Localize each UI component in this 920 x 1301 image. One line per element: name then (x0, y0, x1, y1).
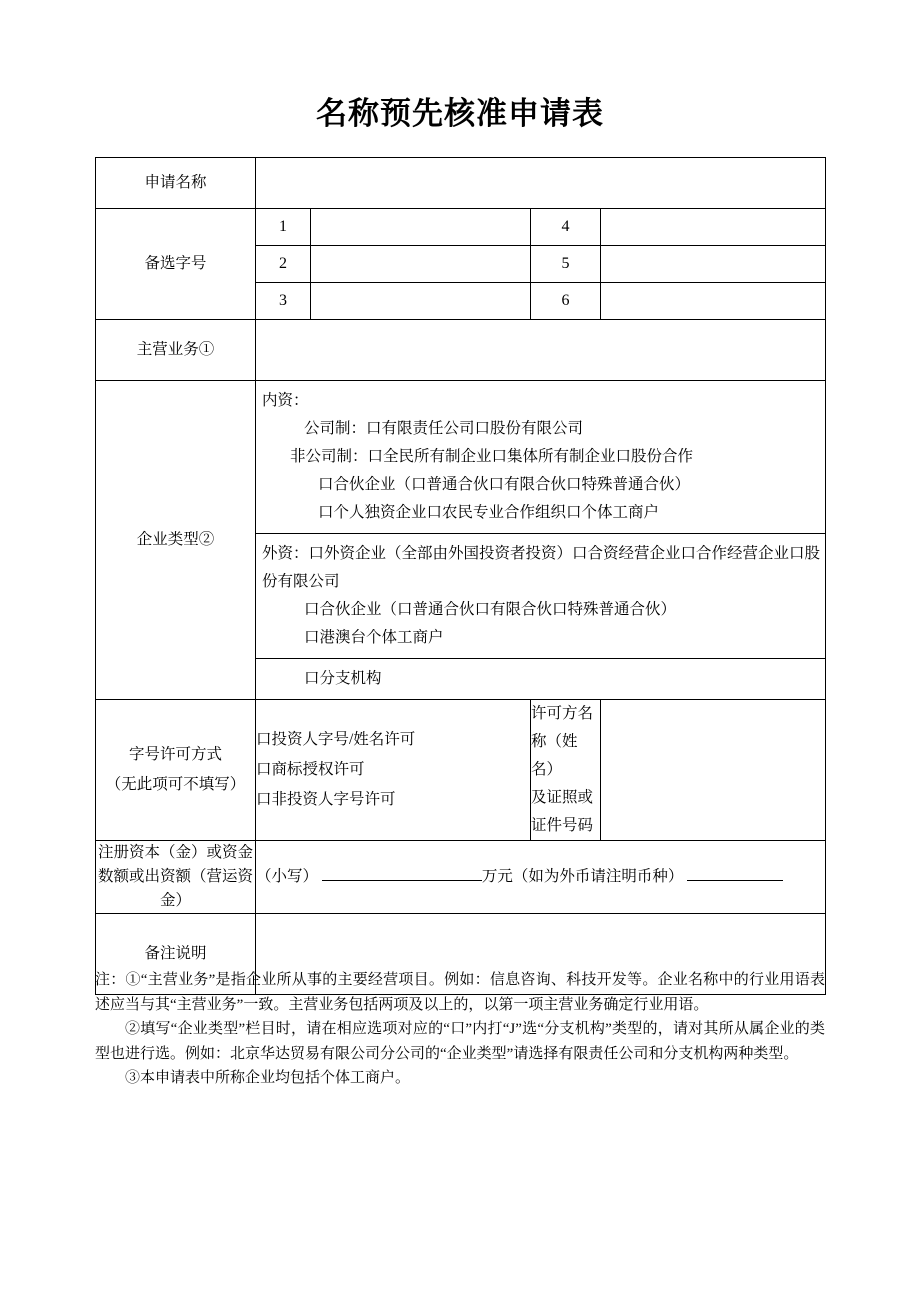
checkbox-group-domestic-sole-proprietorship[interactable]: 口个人独资企业口农民专业合作组织口个体工商户 (318, 504, 660, 521)
alternate-number-6: 6 (531, 283, 601, 320)
note-item-2: ②填写“企业类型”栏目时，请在相应选项对应的“口”内打“J”选“分支机构”类型的，请对其所从属企业的类型也进行选。例如：北京华达贸易有限公司分公司的“企业类型”请选择有限责任公司和分支机构两种类型。 (95, 1021, 825, 1062)
field-alternate-3[interactable] (311, 283, 531, 320)
field-alternate-5[interactable] (601, 246, 826, 283)
label-enterprise-type: 企业类型② (96, 381, 256, 700)
checkbox-group-domestic-company[interactable]: 公司制：口有限责任公司口股份有限公司 (304, 420, 584, 437)
enterprise-type-domestic-group (256, 381, 825, 534)
checkbox-investor-tradename-license[interactable]: 口投资人字号/姓名许可 (256, 731, 416, 748)
label-remarks: 备注说明 (96, 914, 256, 995)
name-preapproval-form-table (95, 157, 826, 995)
label-trade-name-license (96, 700, 256, 841)
field-alternate-6[interactable] (601, 283, 826, 320)
field-applicant-name[interactable] (256, 158, 826, 209)
alternate-number-1: 1 (256, 209, 311, 246)
enterprise-type-options (256, 381, 826, 700)
checkbox-foreign-hmt-individual[interactable]: 口港澳台个体工商户 (304, 629, 444, 646)
table-row-main-business (96, 320, 826, 381)
label-registered-capital (96, 841, 256, 914)
enterprise-type-branch-group (256, 659, 825, 699)
checkbox-group-domestic-partnership[interactable]: 口合伙企业（口普通合伙口有限合伙口特殊普通合伙） (318, 476, 691, 493)
field-capital-currency[interactable] (687, 863, 783, 881)
checkbox-group-domestic-noncompany[interactable]: 非公司制：口全民所有制企业口集体所有制企业口股份合作 (290, 448, 694, 465)
checkbox-trademark-authorization-license[interactable]: 口商标授权许可 (256, 761, 365, 778)
field-main-business[interactable] (256, 320, 826, 381)
field-alternate-2[interactable] (311, 246, 531, 283)
note-item-1: 注：①“主营业务”是指企业所从事的主要经营项目。例如：信息咨询、科技开发等。企业名称中的行业用语表述应当与其“主营业务”一致。主营业务包括两项及以上的，以第一项主营业务确定行业用语。 (95, 972, 825, 1013)
label-applicant-name: 申请名称 (96, 158, 256, 209)
table-row-applicant-name (96, 158, 826, 209)
checkbox-group-foreign-partnership[interactable]: 口合伙企业（口普通合伙口有限合伙口特殊普通合伙） (304, 601, 677, 618)
field-alternate-4[interactable] (601, 209, 826, 246)
field-licensor-info[interactable] (601, 700, 826, 841)
label-registered-capital-line1: 注册资本（金）或资金 (97, 844, 253, 861)
license-options (256, 700, 531, 841)
alternate-number-3: 3 (256, 283, 311, 320)
label-trade-name-license-sub: （无此项可不填写） (105, 776, 246, 793)
alternate-number-5: 5 (531, 246, 601, 283)
field-capital-amount[interactable] (322, 863, 482, 881)
alternate-number-2: 2 (256, 246, 311, 283)
page-title: 名称预先核准申请表 (316, 96, 604, 131)
label-licensor-name: 许可方名称（姓名） (531, 705, 594, 778)
form-notes (95, 968, 825, 1091)
label-registered-capital-line2: 数额或出资额（营运资 (97, 868, 253, 885)
domestic-heading: 内资： (262, 392, 309, 409)
label-alternate-names: 备选字号 (96, 209, 256, 320)
label-capital-lowercase-prefix: （小写） (256, 868, 319, 885)
label-main-business: 主营业务① (96, 320, 256, 381)
checkbox-noninvestor-tradename-license[interactable]: 口非投资人字号许可 (256, 791, 396, 808)
registered-capital-body (256, 841, 826, 914)
label-capital-unit: 万元（如为外币请注明币种） (481, 868, 684, 885)
alternate-number-4: 4 (531, 209, 601, 246)
label-trade-name-license-main: 字号许可方式 (128, 746, 222, 763)
checkbox-group-foreign-main[interactable]: 外资：口外资企业（全部由外国投资者投资）口合资经营企业口合作经营企业口股份有限公司 (262, 545, 821, 590)
checkbox-branch-office[interactable]: 口分支机构 (304, 670, 382, 687)
label-licensor-certificate-number: 及证照或证件号码 (531, 789, 594, 834)
label-registered-capital-line3: 金） (159, 892, 191, 909)
table-row-alternate-1-4 (96, 209, 826, 246)
label-licensor-info (531, 700, 601, 841)
table-row-enterprise-type (96, 381, 826, 700)
enterprise-type-foreign-group (256, 534, 825, 659)
table-row-trade-name-license (96, 700, 826, 841)
table-row-registered-capital (96, 841, 826, 914)
field-alternate-1[interactable] (311, 209, 531, 246)
note-item-3: ③本申请表中所称企业均包括个体工商户。 (125, 1070, 411, 1086)
